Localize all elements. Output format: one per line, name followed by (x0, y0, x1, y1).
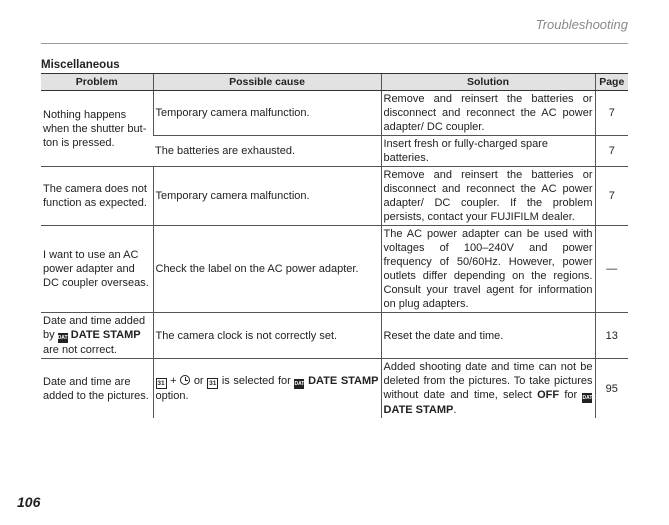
problem-cell: Date and time are added to the pictures. (43, 375, 149, 402)
date-stamp-icon: DATE (582, 395, 596, 401)
page-cell: — (595, 226, 628, 313)
page-cell: 7 (595, 91, 628, 136)
column-header-solution: Solution (381, 74, 595, 91)
page-cell: 7 (595, 136, 628, 167)
solution-text: . (453, 404, 457, 416)
date-stamp-icon: DATE (57, 335, 71, 341)
calendar-icon: 31 (157, 380, 165, 387)
column-header-problem: Problem (41, 74, 153, 91)
cause-cell: The camera clock is not correctly set. (153, 313, 381, 359)
cause-text: option. (155, 390, 189, 402)
column-header-page: Page (595, 74, 628, 91)
cause-cell: Temporary camera malfunction. (153, 167, 381, 226)
page-cell: 7 (595, 167, 628, 226)
cause-text: is selected for (221, 375, 291, 387)
problem-cell: The camera does not function as expected. (41, 167, 153, 226)
page-number: 106 (17, 494, 41, 510)
problem-cell (41, 313, 153, 359)
table-row (41, 359, 628, 419)
solution-cell: The AC power adapter can be used with voltages of 100–240V and power frequency of 50/60Hz. However, power outlets differ depending on the regions. Consult your travel agent for information on plug adapters. (381, 226, 595, 313)
solution-cell: Remove and reinsert the batteries or disconnect and reconnect the AC power adapter/ DC coupler. (381, 91, 595, 136)
problem-text: Date and time added by (43, 315, 146, 341)
cause-text: + (170, 375, 177, 387)
solution-cell: Remove and reinsert the batteries or disconnect and reconnect the AC power adapter/ DC coupler. If the problem persists, contact your FUJIFILM dealer. (381, 167, 595, 226)
calendar-icon: 31 (209, 380, 217, 387)
solution-text: Added shooting date and time can not be deleted from the pictures. To take pictures without date and time, select (383, 361, 593, 401)
date-stamp-icon: DATE (294, 381, 308, 387)
table-row (41, 167, 628, 226)
column-header-cause: Possible cause (153, 74, 381, 91)
troubleshooting-table (41, 73, 628, 418)
page-cell: 95 (595, 359, 628, 419)
table-row (41, 226, 628, 313)
solution-cell (381, 359, 595, 419)
problem-cell: I want to use an AC power adapter and DC coupler overseas. (41, 226, 153, 313)
problem-text: are not correct. (43, 344, 117, 356)
page-cell: 13 (595, 313, 628, 359)
solution-cell: Reset the date and time. (381, 313, 595, 359)
cause-text: or (193, 375, 204, 387)
solution-cell: Insert fresh or fully-charged spare batteries. (381, 136, 595, 167)
problem-cell: Nothing happens when the shutter button is pressed. (41, 91, 153, 167)
date-stamp-menu-label: DATE STAMP (383, 404, 454, 416)
off-option-label: OFF (537, 389, 560, 401)
running-header: Troubleshooting (535, 17, 628, 32)
header-divider (41, 43, 628, 44)
cause-cell: Check the label on the AC power adapter. (153, 226, 381, 313)
date-stamp-menu-label: DATE STAMP (308, 375, 379, 387)
table-header-row (41, 74, 628, 91)
cause-cell (153, 359, 381, 419)
cause-cell: The batteries are exhausted. (153, 136, 381, 167)
date-stamp-menu-label: DATE STAMP (70, 329, 141, 341)
cause-cell: Temporary camera malfunction. (153, 91, 381, 136)
section-title: Miscellaneous (41, 59, 120, 71)
table-row (41, 313, 628, 359)
clock-icon (180, 375, 190, 385)
solution-text: for (564, 389, 578, 401)
table-row (41, 91, 628, 136)
